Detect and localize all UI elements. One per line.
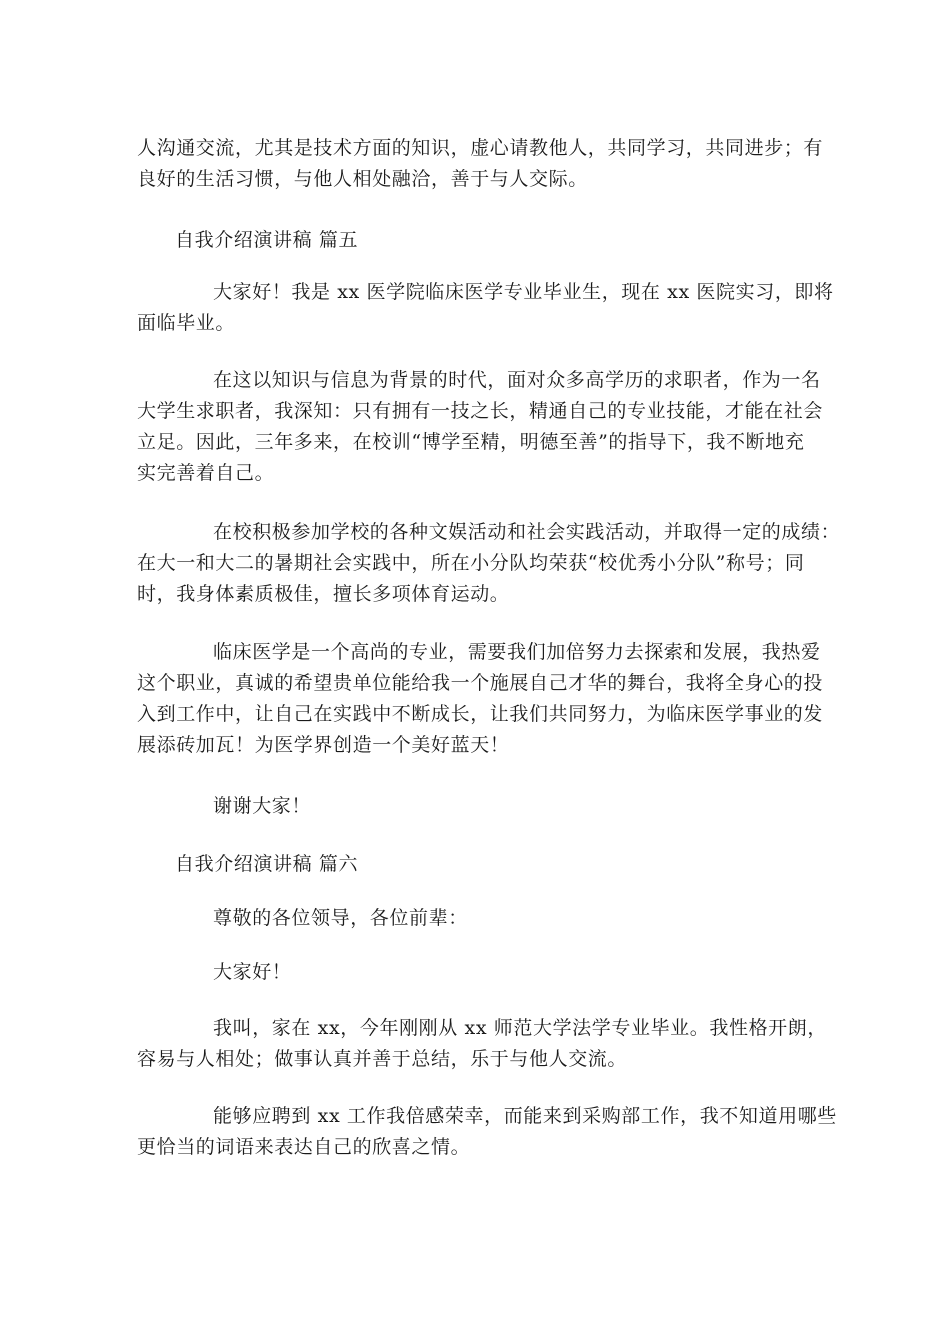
- text-line: 立足。因此，三年多来，在校训“博学至精，明德至善”的指导下，我不断地充: [137, 431, 805, 453]
- text-line: 大家好！我是 xx 医学院临床医学专业毕业生，现在 xx 医院实习，即将: [213, 281, 834, 303]
- text-line: 临床医学是一个高尚的专业，需要我们加倍努力去探索和发展，我热爱: [213, 641, 821, 663]
- text-line: 良好的生活习惯，与他人相处融洽，善于与人交际。: [137, 168, 588, 190]
- text-line: 能够应聘到 xx 工作我倍感荣幸，而能来到采购部工作，我不知道用哪些: [213, 1105, 837, 1127]
- paragraph-activities: [137, 517, 841, 610]
- paragraph-salutation: [137, 903, 817, 934]
- paragraph-greeting-6: [137, 957, 817, 988]
- text-line: 人沟通交流，尤其是技术方面的知识，虚心请教他人，共同学习，共同进步；有: [137, 137, 824, 159]
- text-line: 大家好！: [213, 961, 292, 983]
- text-line: 展添砖加瓦！为医学界创造一个美好蓝天！: [137, 734, 510, 756]
- paragraph-intro: [137, 1013, 827, 1075]
- text-line: 我叫，家在 xx，今年刚刚从 xx 师范大学法学专业毕业。我性格开朗，: [213, 1017, 827, 1039]
- text-line: 在这以知识与信息为背景的时代，面对众多高学历的求职者，作为一名: [213, 369, 821, 391]
- text-line: 尊敬的各位领导，各位前辈：: [213, 907, 468, 929]
- text-line: 谢谢大家！: [213, 795, 312, 817]
- paragraph-continued: [137, 133, 824, 195]
- text-line: 在大一和大二的暑期社会实践中，所在小分队均荣获“校优秀小分队”称号；同: [137, 552, 805, 574]
- section-heading-5: 自我介绍演讲稿 篇五: [175, 229, 359, 251]
- text-line: 大学生求职者，我深知：只有拥有一技之长，精通自己的专业技能，才能在社会: [137, 400, 824, 422]
- text-line: 实完善着自己。: [137, 462, 275, 484]
- paragraph-background: [137, 365, 824, 489]
- paragraph-honored: [137, 1101, 837, 1163]
- text-line: 容易与人相处；做事认真并善于总结，乐于与他人交流。: [137, 1048, 628, 1070]
- paragraph-profession: [137, 637, 824, 761]
- text-line: 更恰当的词语来表达自己的欣喜之情。: [137, 1136, 471, 1158]
- text-line: 面临毕业。: [137, 312, 236, 334]
- section-heading-6: 自我介绍演讲稿 篇六: [175, 853, 359, 875]
- text-line: 这个职业，真诚的希望贵单位能给我一个施展自己才华的舞台，我将全身心的投: [137, 672, 824, 694]
- text-line: 在校积极参加学校的各种文娱活动和社会实践活动，并取得一定的成绩：: [213, 521, 841, 543]
- text-line: 入到工作中，让自己在实践中不断成长，让我们共同努力，为临床医学事业的发: [137, 703, 824, 725]
- paragraph-greeting-5: [137, 277, 834, 339]
- text-line: 时，我身体素质极佳，擅长多项体育运动。: [137, 583, 510, 605]
- paragraph-thanks: [137, 791, 817, 822]
